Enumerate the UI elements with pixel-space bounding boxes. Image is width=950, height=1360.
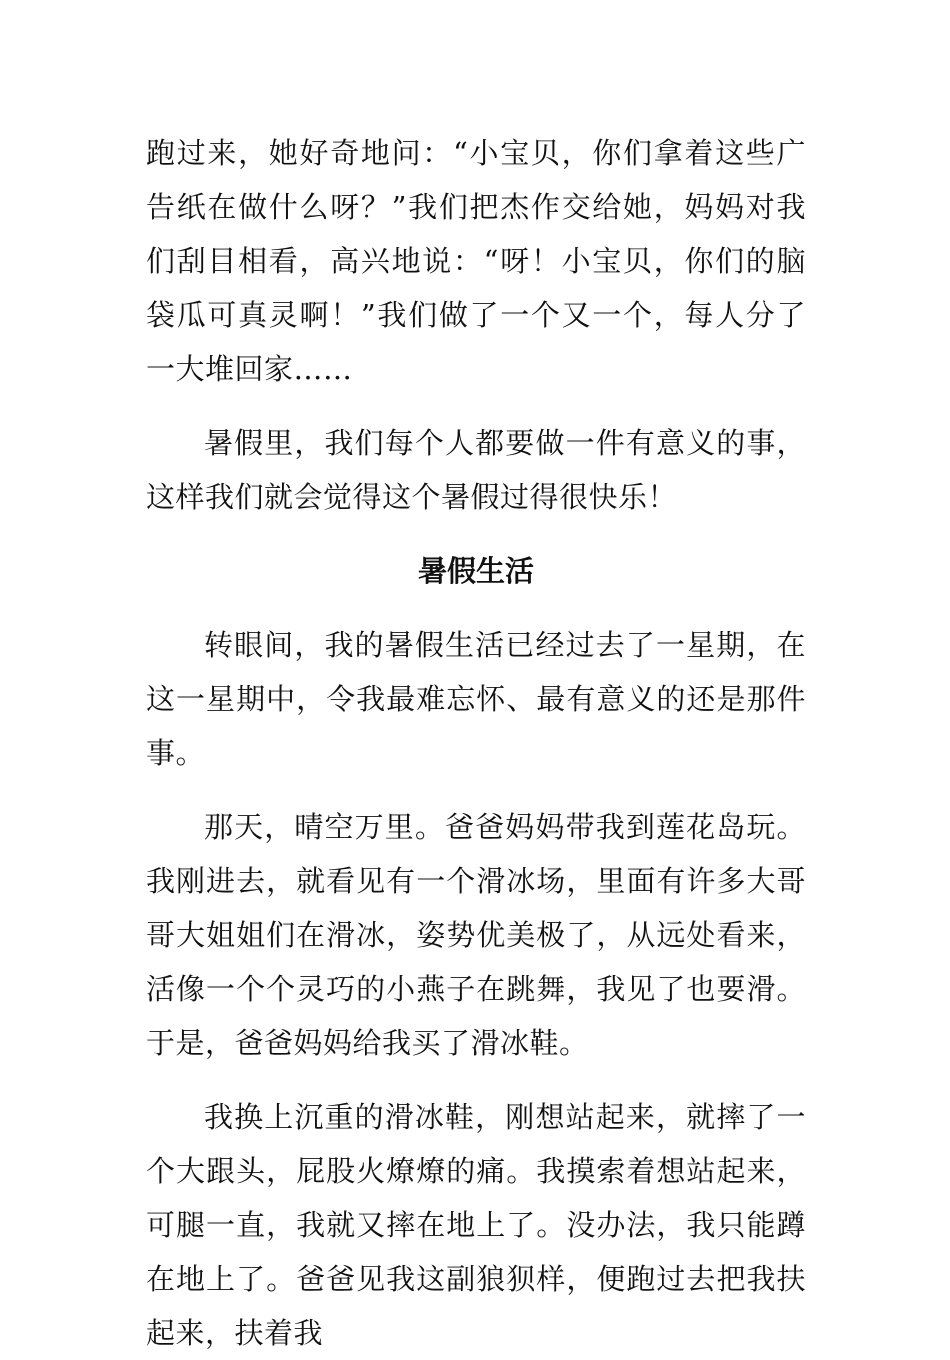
paragraph-gap [146,524,806,544]
paragraph-gap [146,780,806,800]
paragraph-gap [146,598,806,618]
paragraph-skating-rink: 那天，晴空万里。爸爸妈妈带我到莲花岛玩。我刚进去，就看见有一个滑冰场，里面有许多大哥哥大姐姐们在滑冰，姿势优美极了，从远处看来，活像一个个灵巧的小燕子在跳舞，我见了也要滑。于是，爸爸妈妈给我买了滑冰鞋。 [146,810,806,1060]
paragraph-summary: 暑假里，我们每个人都要做一件有意义的事，这样我们就会觉得这个暑假过得很快乐！ [146,426,806,514]
paragraph-gap [146,1070,806,1090]
paragraph-intro: 转眼间，我的暑假生活已经过去了一星期，在这一星期中，令我最难忘怀、最有意义的还是那件事。 [146,628,806,770]
document-page [146,126,806,1360]
paragraph-falling: 我换上沉重的滑冰鞋，刚想站起来，就摔了一个大跟头，屁股火燎燎的痛。我摸索着想站起来，可腿一直，我就又摔在地上了。没办法，我只能蹲在地上了。爸爸见我这副狼狈样，便跑过去把我扶起来，扶着我 [146,1100,806,1350]
essay-title: 暑假生活 [417,554,534,588]
paragraph-continued: 跑过来，她好奇地问：“小宝贝，你们拿着这些广告纸在做什么呀？”我们把杰作交给她，妈妈对我们刮目相看，高兴地说：“呀！小宝贝，你们的脑袋瓜可真灵啊！”我们做了一个又一个，每人分了一大堆回家…… [146,136,806,386]
paragraph-gap [146,396,806,416]
